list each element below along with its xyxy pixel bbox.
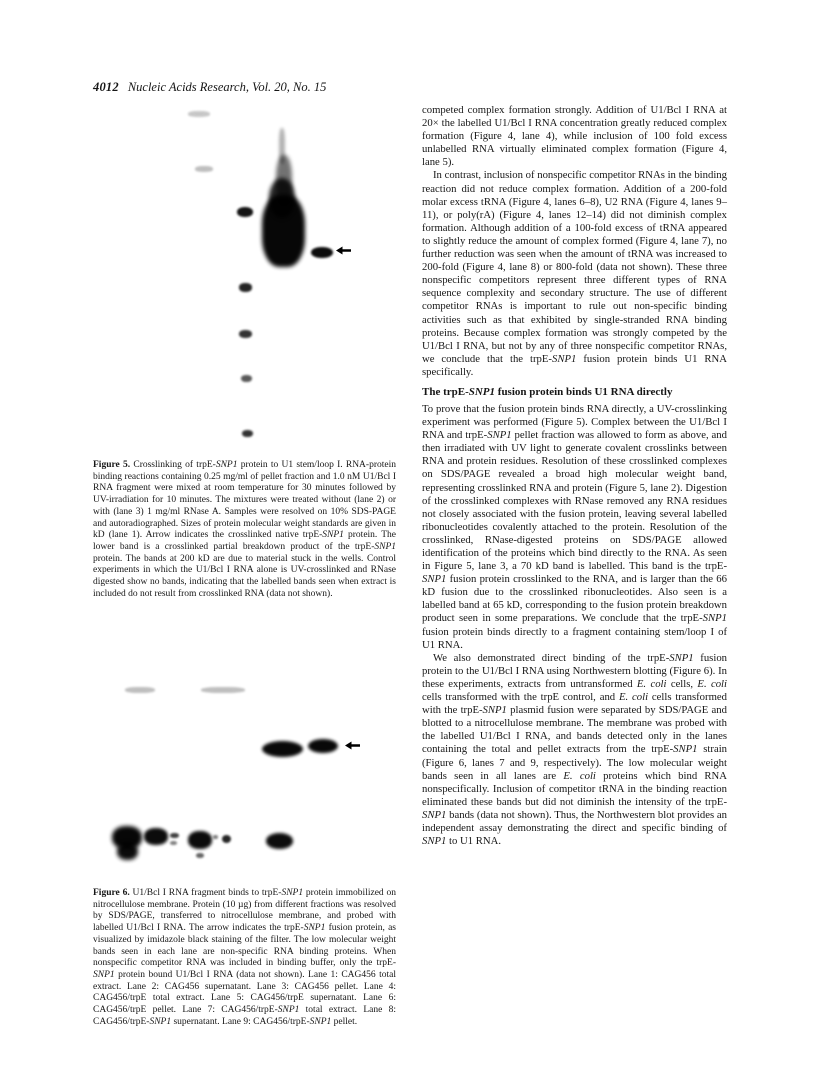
gel-band [262, 741, 303, 757]
journal-title: Nucleic Acids Research, Vol. 20, No. 15 [127, 80, 327, 94]
body-paragraph: We also demonstrated direct binding of the trpE-SNP1 fusion protein to the U1/Bcl I RNA using Northwestern blotting (Figure 6). In these experiments, extracts from untransformed E. coli cells, E. coli cells transformed with the trpE control, and E. coli cells transformed with the trpE-SNP1 plasmid fusion were separated by SDS/PAGE and blotted to a nitrocellulose membrane. The membrane was probed with the labelled U1/Bcl I RNA, and bands detected only in the lanes containing the total and pellet extracts from the trpE-SNP1 strain (Figure 6, lanes 7 and 9, respectively). The low molecular weight bands seen in all lanes are E. coli proteins which bind RNA nonspecifically. Inclusion of competitor tRNA in the binding reaction eliminated these bands but did not diminish the intensity of the trpE-SNP1 bands (data not shown). Thus, the Northwestern blot provides an independent assay demonstrating the direct and specific binding of SNP1 to U1 RNA. [422, 651, 728, 848]
figure5-gel-image [93, 106, 395, 454]
figure6-gel-image [93, 683, 395, 879]
body-paragraph: competed complex formation strongly. Addition of U1/Bcl I RNA at 20× the labelled U1/Bcl I RNA concentration greatly reduced complex formation (Figure 4, lane 4), while inclusion of 100 fold excess unlabelled RNA virtually eliminated complex formation (Figure 4, lane 5). [422, 104, 727, 169]
gel-band [188, 111, 210, 117]
gel-band [266, 833, 293, 849]
body-paragraph: In contrast, inclusion of nonspecific competitor RNAs in the binding reaction did not reduce complex formation. Addition of a 200-fold molar excess tRNA (Figure 4, lanes 6–8), U2 RNA (Figure 4, lanes 9–11), or poly(rA) (Figure 4, lanes 12–14) did not diminish complex formation. Although addition of a 100-fold excess of tRNA appeared to slightly reduce the amount of complex formed (Figure 4, lane 7), no further reduction was seen when the amount of tRNA was increased to 200-fold (Figure 4, lane 8) or 800-fold (data not shown). These three nonspecific competitors represent three different types of RNA sequence complexity and secondary structure. The use of different competitor RNAs is important to rule out non-specific binding activities such as that exhibited by single-stranded RNA binding proteins. Because complex formation was strongly competed by the U1/Bcl I RNA, but not by any of three nonspecific competitor RNAs, we conclude that the trpE-SNP1 fusion protein binds U1 RNA specifically. [422, 169, 727, 378]
gel-band [241, 375, 252, 382]
gel-band [117, 843, 138, 860]
gel-band [201, 687, 245, 693]
figure6-caption: Figure 6. U1/Bcl I RNA fragment binds to trpE-SNP1 protein immobilized on nitrocellulose membrane. Protein (10 µg) from different fractions was resolved by SDS/PAGE, transferred to nitrocellulose membrane, and probed with labelled U1/Bcl I RNA. The arrow indicates the trpE-SNP1 fusion protein, as visualized by imidazole black staining of the filter. The low molecular weight bands seen in each lane are non-specific RNA binding proteins. When nonspecific competitor RNA was included in binding buffer, only the trpE-SNP1 protein bound U1/Bcl I RNA (data not shown). Lane 1: CAG456 total extract. Lane 2: CAG456 supernatant. Lane 3: CAG456 pellet. Lane 4: CAG456/trpE total extract. Lane 5: CAG456/trpE supernatant. Lane 6: CAG456/trpE pellet. Lane 7: CAG456/trpE-SNP1 total extract. Lane 8: CAG456/trpE-SNP1 supernatant. Lane 9: CAG456/trpE-SNP1 pellet. [93, 888, 397, 1027]
gel-band [144, 828, 168, 845]
running-header [93, 80, 326, 95]
gel-band [269, 178, 295, 218]
gel-band [239, 330, 252, 338]
gel-band [196, 853, 204, 858]
gel-band [213, 835, 218, 839]
gel-band [170, 833, 179, 838]
left-arrow-icon [336, 246, 351, 255]
body-paragraph: To prove that the fusion protein binds RNA directly, a UV-crosslinking experiment was performed (Figure 5). Complex between the U1/Bcl I RNA and trpE-SNP1 pellet fraction was allowed to form as above, and then irradiated with UV light to generate covalent crosslinks between RNA and protein residues. Resolution of these crosslinked complexes on SDS/PAGE revealed a broad high molecular weight band, representing crosslinked RNA and protein (Figure 5, lane 2). Digestion of the crosslinked complexes with RNase removed any RNA residues not closely associated with the fusion protein, leaving several labelled ribonucleotides covalently attached to the protein. Resolution of the crosslinked, RNase-digested proteins on SDS/PAGE allowed identification of the proteins which bind directly to the RNA. As seen in Figure 5, lane 3, a 70 kD band is labelled. This band is the trpE-SNP1 fusion protein crosslinked to the RNA, and is larger than the 66 kD fusion due to the crosslinked ribonucleotides. Also seen is a labelled band at 65 kD, corresponding to the fusion protein breakdown product seen in some preparations. We conclude that the trpE-SNP1 fusion protein binds directly to a fragment containing stem/loop I of U1 RNA. [422, 402, 727, 651]
gel-band [242, 430, 253, 437]
gel-band [237, 207, 253, 217]
gel-band [195, 166, 213, 172]
gel-band [188, 831, 212, 849]
figure5-caption: Figure 5. Crosslinking of trpE-SNP1 protein to U1 stem/loop I. RNA-protein binding reactions containing 0.25 mg/ml of pellet fraction and 1.0 nM U1/Bcl I RNA fragment were mixed at room temperature for 30 minutes followed by UV-irradiation for 10 minutes. The mixtures were treated without (lane 2) or with (lane 3) 1 mg/ml RNase A. Samples were resolved on 10% SDS-PAGE and autoradiographed. Sizes of protein molecular weight standards are given in kD (lane 1). Arrow indicates the crosslinked native trpE-SNP1 protein. The lower band is a crosslinked partial breakdown product of the trpE-SNP1 protein. The bands at 200 kD are due to material stuck in the wells. Control experiments in which the U1/Bcl I RNA alone is UV-crosslinked and RNase digested show no bands, indicating that the labelled bands seen when extract is included do not result from crosslinked RNA (data not shown). [93, 460, 396, 599]
gel-band [170, 841, 177, 845]
right-column [422, 104, 727, 848]
page-number: 4012 [93, 80, 119, 94]
gel-band [239, 283, 252, 292]
section-heading: The trpE-SNP1 fusion protein binds U1 RNA directly [422, 385, 673, 398]
left-arrow-icon [345, 741, 360, 750]
gel-band [222, 835, 231, 843]
gel-band [311, 247, 333, 258]
gel-band [308, 739, 338, 753]
gel-band [125, 687, 155, 693]
